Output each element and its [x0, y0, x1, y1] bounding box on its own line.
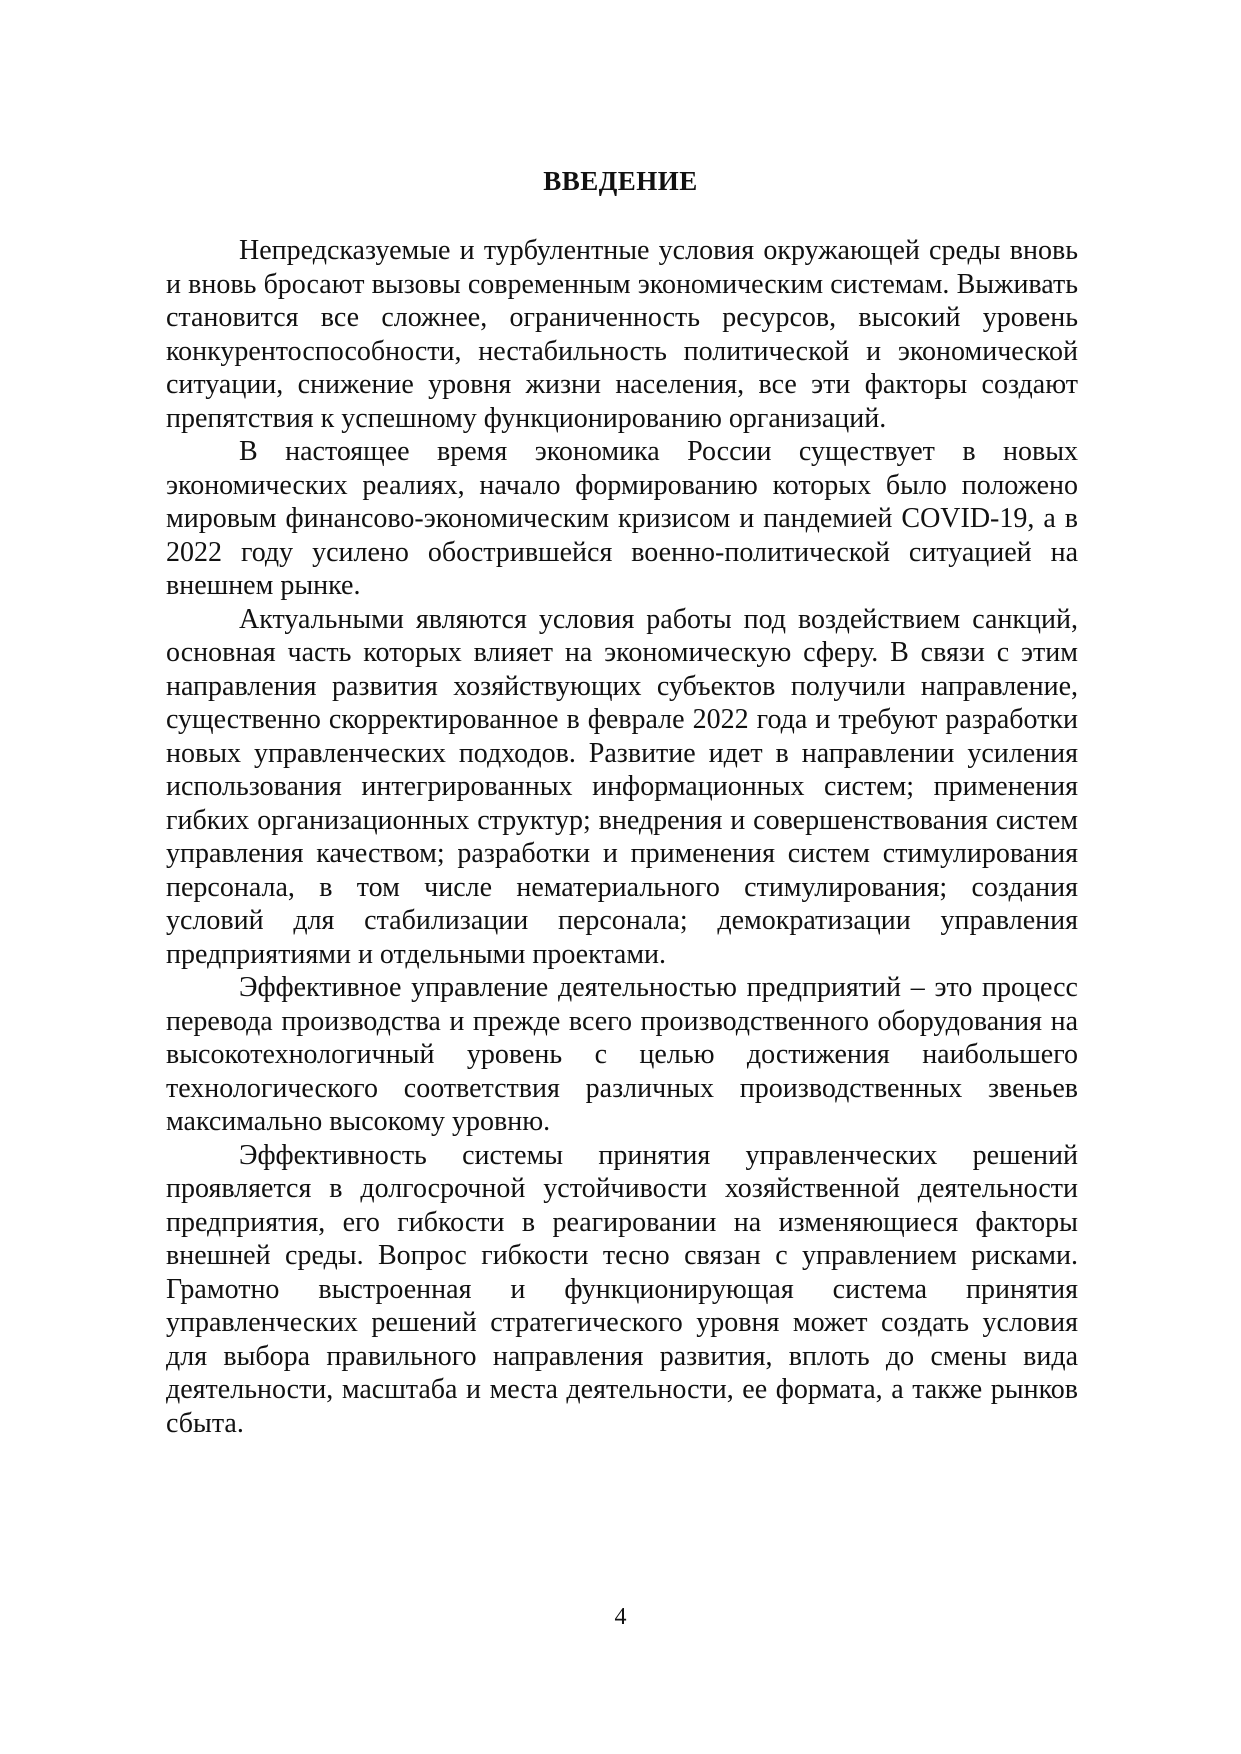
body-text: [166, 234, 1078, 1440]
paragraph-5: Эффективность системы принятия управленческих решений проявляется в долгосрочной устойчивости хозяйственной деятельности предприятия, его гибкости в реагировании на изменяющиеся факторы внешней среды. Вопрос гибкости тесно связан с управлением рисками. Грамотно выстроенная и функционирующая система принятия управленческих решений стратегического уровня может создать условия для выбора правильного направления развития, вплоть до смены вида деятельности, масштаба и места деятельности, ее формата, а также рынков сбыта.: [166, 1139, 1078, 1439]
section-heading: ВВЕДЕНИЕ: [543, 166, 698, 196]
paragraph-4: Эффективное управление деятельностью предприятий – это процесс перевода производства и прежде всего производственного оборудования на высокотехнологичный уровень с целью достижения наибольшего технологического соответствия различных производственных звеньев максимально высокому уровню.: [166, 972, 1078, 1137]
paragraph-3: Актуальными являются условия работы под воздействием санкций, основная часть которых влияет на экономическую сферу. В связи с этим направления развития хозяйствующих субъектов получили направление, существенно скорректированное в феврале 2022 года и требуют разработки новых управленческих подходов. Развитие идет в направлении усиления использования интегрированных информационных систем; применения гибких организационных структур; внедрения и совершенствования систем управления качеством; разработки и применения систем стимулирования персонала, в том числе нематериального стимулирования; создания условий для стабилизации персонала; демократизации управления предприятиями и отдельными проектами.: [166, 603, 1078, 970]
paragraph-1: Непредсказуемые и турбулентные условия окружающей среды вновь и вновь бросают вызовы современным экономическим системам. Выживать становится все сложнее, ограниченность ресурсов, высокий уровень конкурентоспособности, нестабильность политической и экономической ситуации, снижение уровня жизни населения, все эти факторы создают препятствия к успешному функционированию организаций.: [166, 235, 1078, 434]
page-number: 4: [614, 1604, 627, 1630]
paragraph-2: В настоящее время экономика России существует в новых экономических реалиях, начало формированию которых было положено мировым финансово-экономическим кризисом и пандемией COVID-19, а в 2022 году усилено обострившейся военно-политической ситуацией на внешнем рынке.: [166, 436, 1078, 601]
